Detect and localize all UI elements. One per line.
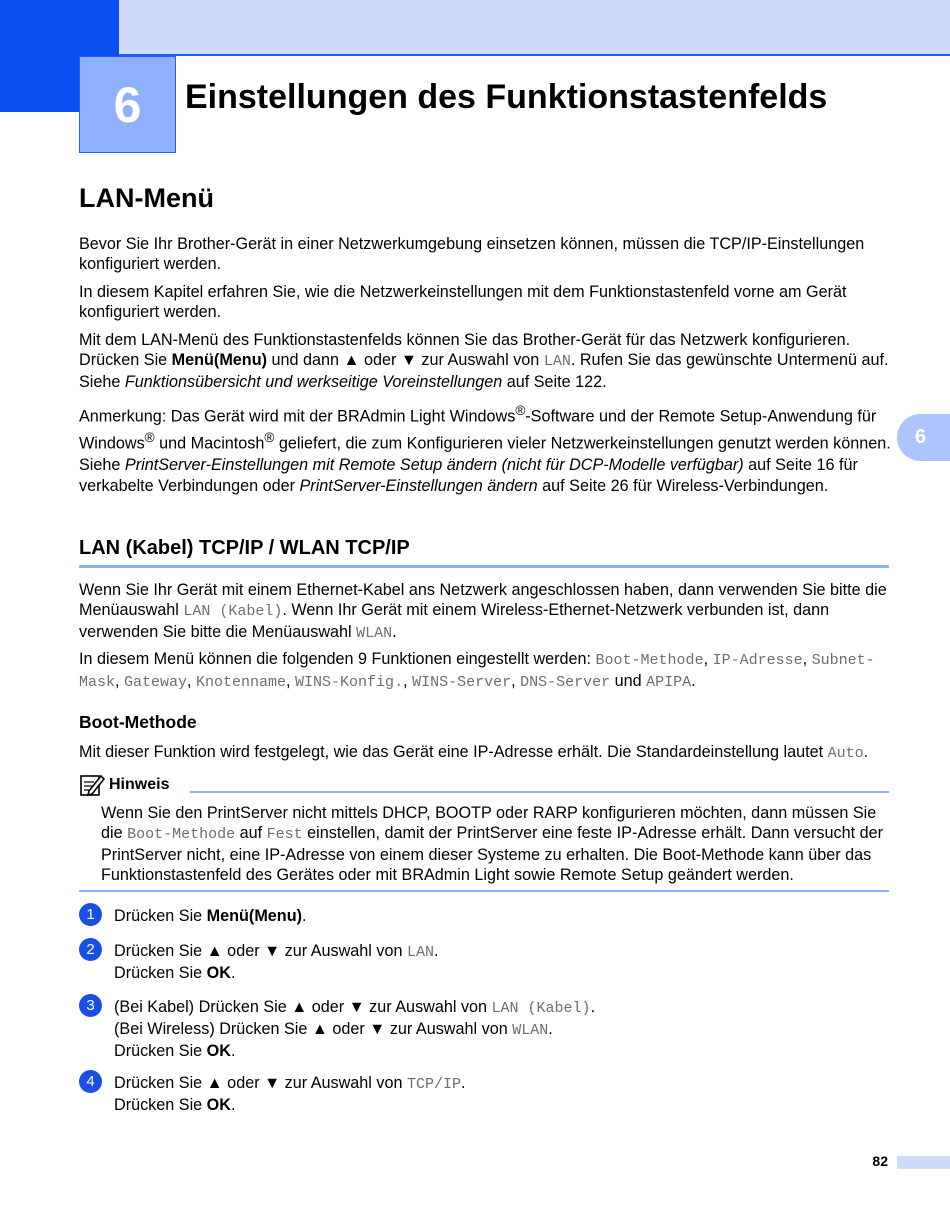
step-1: Drücken Sie Menü(Menu). <box>114 907 307 925</box>
chapter-side-tab[interactable]: 6 <box>897 414 950 461</box>
step-number-2: 2 <box>79 938 102 961</box>
boot-method-paragraph: Mit dieser Funktion wird festgelegt, wie das Gerät eine IP-Adresse erhält. Die Standardeinstellung lautet Auto. <box>79 743 869 762</box>
step-number-3: 3 <box>79 994 102 1017</box>
section-title: LAN-Menü <box>79 183 214 213</box>
boot-method-title: Boot-Methode <box>79 712 197 732</box>
section-paragraph-note: Anmerkung: Das Gerät wird mit der BRAdmin Light Windows®-Software und der Remote Setup-Anwendung für Windows® und Macintosh® geliefert, die zum Konfigurieren vieler Netzwerkeinstellungen genutzt werden können. Siehe PrintServer-Einstellungen mit Remote Setup ändern (nicht für DCP-Modelle verfügbar) auf Seite 16 für verkabelte Verbindungen oder PrintServer-Einstellungen ändern auf Seite 26 für Wireless-Verbindungen. <box>79 403 891 495</box>
step-3: (Bei Kabel) Drücken Sie ▲ oder ▼ zur Auswahl von LAN (Kabel). (Bei Wireless) Drücken Sie ▲ oder ▼ zur Auswahl von WLAN. Drücken Sie OK. <box>114 998 596 1060</box>
chapter-title: Einstellungen des Funktionstastenfelds <box>185 78 828 116</box>
step-2: Drücken Sie ▲ oder ▼ zur Auswahl von LAN. Drücken Sie OK. <box>114 942 439 982</box>
subsection-paragraph-1: Wenn Sie Ihr Gerät mit einem Ethernet-Kabel ans Netzwerk angeschlossen haben, dann verwenden Sie bitte die Menüauswahl LAN (Kabel). Wenn Ihr Gerät mit einem Wireless-Ethernet-Netzwerk verbunden ist, dann verwenden Sie bitte die Menüauswahl WLAN. <box>79 581 887 642</box>
subsection-paragraph-2: In diesem Menü können die folgenden 9 Funktionen eingestellt werden: Boot-Methode, IP-Adresse, Subnet-Mask, Gateway, Knotenname, WINS-Konfig., WINS-Server, DNS-Server und APIPA. <box>79 650 875 691</box>
chapter-number: 6 <box>79 56 176 153</box>
section-paragraph-2: In diesem Kapitel erfahren Sie, wie die Netzwerkeinstellungen mit dem Funktionstastenfeld vorne am Gerät konfiguriert werden. <box>79 283 847 321</box>
step-number-4: 4 <box>79 1070 102 1093</box>
footer-bar <box>897 1156 950 1169</box>
page-number: 82 <box>872 1153 888 1169</box>
subsection-title: LAN (Kabel) TCP/IP / WLAN TCP/IP <box>79 537 410 559</box>
section-paragraph-3: Mit dem LAN-Menü des Funktionstastenfelds können Sie das Brother-Gerät für das Netzwerk konfigurieren. Drücken Sie Menü(Menu) und dann ▲ oder ▼ zur Auswahl von LAN. Rufen Sie das gewünschte Untermenü auf. Siehe Funktionsübersicht und werkseitige Voreinstellungen auf Seite 122. <box>79 331 889 391</box>
note-rule-top <box>190 791 889 793</box>
link-printserver-settings[interactable]: PrintServer-Einstellungen ändern <box>299 476 538 495</box>
note-header <box>79 773 169 797</box>
note-body: Wenn Sie den PrintServer nicht mittels DHCP, BOOTP oder RARP konfigurieren möchten, dann müssen Sie die Boot-Methode auf Fest einstellen, damit der PrintServer eine feste IP-Adresse erhält. Dann versucht der PrintServer nicht, eine IP-Adresse von einem dieser Systeme zu erhalten. Die Boot-Methode kann über das Funktionstastenfeld des Gerätes oder mit BRAdmin Light sowie Remote Setup geändert werden. <box>101 804 883 884</box>
note-label: Hinweis <box>109 776 170 793</box>
header-band-light <box>119 0 950 56</box>
step-number-1: 1 <box>79 903 102 926</box>
section-paragraph-1: Bevor Sie Ihr Brother-Gerät in einer Netzwerkumgebung einsetzen können, müssen die TCP/IP-Einstellungen konfiguriert werden. <box>79 235 865 273</box>
note-pencil-icon <box>79 773 105 797</box>
step-4: Drücken Sie ▲ oder ▼ zur Auswahl von TCP/IP. Drücken Sie OK. <box>114 1074 466 1114</box>
link-remote-setup[interactable]: PrintServer-Einstellungen mit Remote Setup ändern (nicht für DCP-Modelle verfügbar) <box>124 455 744 474</box>
note-rule-bottom <box>79 890 889 892</box>
subsection-rule <box>79 565 889 568</box>
